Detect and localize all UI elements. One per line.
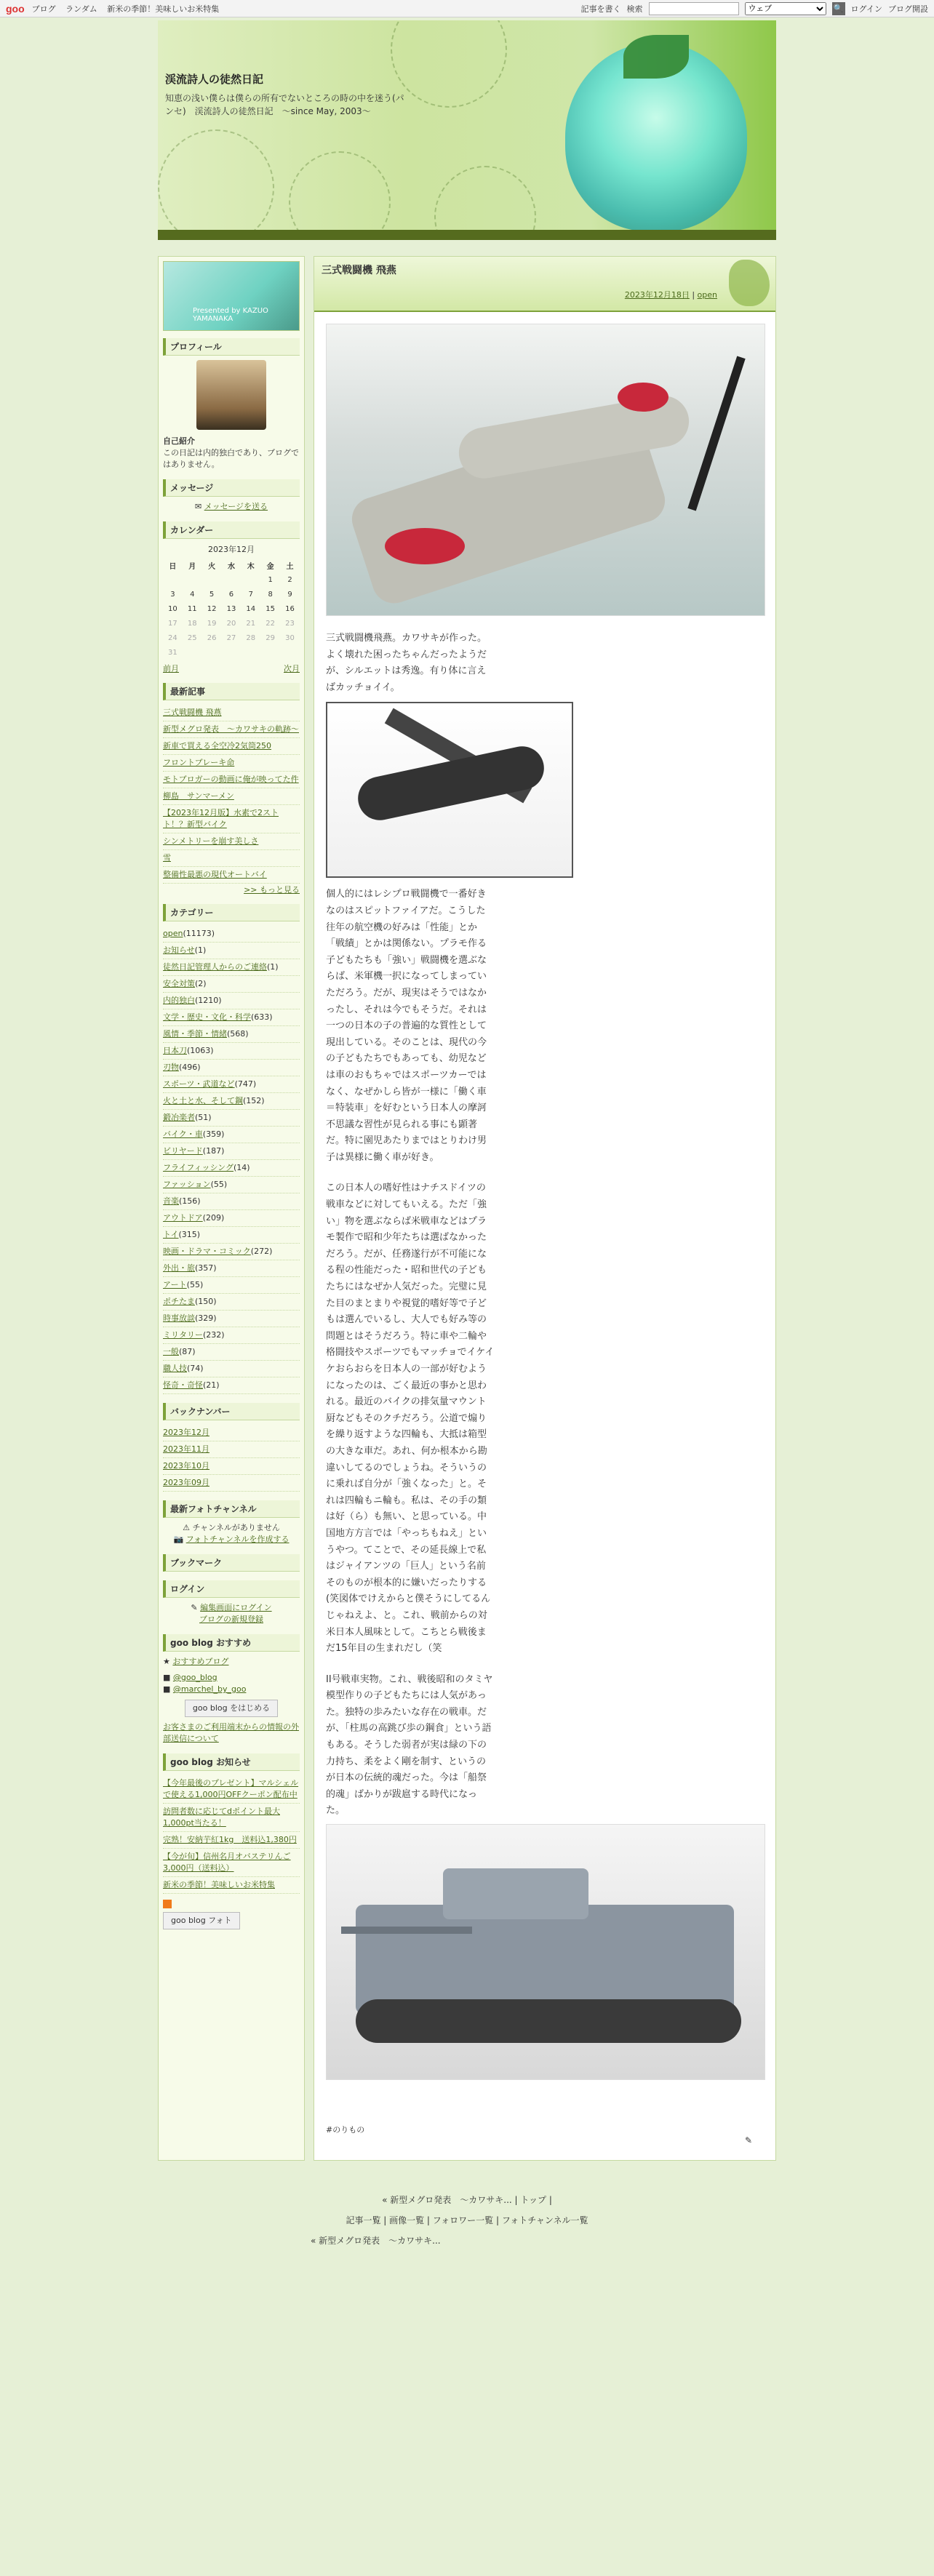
news-item-link[interactable]: 【今が旬】信州名月オバステリんご3,000円（送料込） (163, 1852, 291, 1873)
category-heading: カテゴリー (163, 904, 300, 921)
hien-fighter-museum-photo[interactable] (326, 324, 765, 616)
category-count: (1) (267, 962, 279, 972)
recent-post-item-link[interactable]: 新車で買える全空冷2気筒250 (163, 741, 271, 751)
rss-icon[interactable] (163, 1900, 172, 1908)
category-link[interactable]: 火と土と水、そして鋼 (163, 1096, 243, 1105)
category-item[interactable] (163, 1060, 300, 1076)
recent-post-item[interactable] (163, 721, 300, 738)
main-content (314, 256, 776, 2161)
recent-post-item[interactable] (163, 738, 300, 755)
backnumber-item-link[interactable]: 2023年10月 (163, 1461, 209, 1471)
category-count: (87) (179, 1347, 196, 1356)
calendar-weekday: 金 (266, 562, 274, 571)
category-item[interactable] (163, 1210, 300, 1227)
calendar-day[interactable]: 26 (207, 633, 217, 642)
category-link[interactable]: バイク・車 (163, 1129, 203, 1139)
recent-post-item[interactable] (163, 850, 300, 867)
calendar-day[interactable]: 19 (207, 619, 217, 628)
news-item[interactable] (163, 1849, 300, 1877)
category-count: (359) (202, 1129, 225, 1139)
calendar-day (202, 572, 222, 587)
category-item[interactable] (163, 1327, 300, 1344)
calendar-day (183, 645, 202, 660)
recommend-blog-link[interactable]: おすすめブログ (172, 1657, 229, 1666)
calendar-day[interactable]: 28 (246, 633, 256, 642)
category-count: (747) (234, 1079, 257, 1089)
calendar-day (163, 572, 183, 587)
category-link[interactable]: 徒然日記管理人からのご連絡 (163, 962, 267, 972)
sidebar (158, 256, 305, 2161)
header-ornament (289, 151, 391, 240)
category-item[interactable] (163, 1260, 300, 1277)
calendar-next-link[interactable]: 次月 (284, 664, 300, 673)
category-item[interactable] (163, 1244, 300, 1260)
category-count: (315) (178, 1230, 201, 1239)
search-icon[interactable]: 🔍 (832, 2, 845, 15)
category-count: (496) (179, 1063, 201, 1072)
category-link[interactable]: ファッション (163, 1180, 211, 1189)
calendar-day (183, 572, 202, 587)
category-link[interactable]: アート (163, 1280, 187, 1289)
category-item[interactable] (163, 1311, 300, 1327)
blog-title[interactable]: 渓流詩人の徒然日記 (165, 73, 264, 86)
post-meta: 2023年12月18日 | open (624, 290, 717, 300)
edit-pencil-icon[interactable]: ✎ (744, 2135, 752, 2146)
twitter-icon: ■ (163, 1673, 171, 1682)
backnumber-heading: バックナンバー (163, 1403, 300, 1420)
backnumber-item-link[interactable]: 2023年11月 (163, 1444, 209, 1454)
recent-post-item-link[interactable]: 整備性最悪の現代オートバイ (163, 870, 267, 879)
login-link[interactable]: ログイン (850, 4, 882, 14)
calendar-day[interactable]: 24 (168, 633, 177, 642)
header-ornament (158, 129, 274, 240)
category-link[interactable]: 時事放談 (163, 1313, 195, 1323)
calendar-day[interactable]: 9 (287, 590, 292, 599)
category-count: (74) (187, 1364, 204, 1373)
category-count: (1210) (195, 996, 222, 1005)
news-item[interactable] (163, 1775, 300, 1804)
profile-heading: プロフィール (163, 338, 300, 356)
category-count: (329) (195, 1313, 217, 1323)
category-link[interactable]: 鍛冶楽者 (163, 1113, 195, 1122)
news-list (163, 1775, 300, 1894)
top-right-tools (581, 2, 928, 15)
category-link[interactable]: お知らせ (163, 945, 195, 955)
search-label: 検索 (626, 4, 643, 14)
profile-box (163, 338, 300, 471)
recent-post-item-link[interactable]: 柳島 サンマーメン (163, 791, 234, 801)
header-ornament (434, 166, 536, 240)
sidebar-banner-image: Presented by KAZUO YAMANAKA (163, 261, 300, 331)
recent-post-item-link[interactable]: モトブロガーの動画に俺が映ってた件 (163, 775, 299, 784)
shaved-ice-image (565, 42, 747, 231)
calendar-day[interactable]: 23 (285, 619, 295, 628)
category-count: (568) (227, 1029, 249, 1039)
backnumber-item[interactable] (163, 1425, 300, 1441)
category-link[interactable]: スポーツ・武道など (163, 1079, 235, 1089)
post-body (314, 312, 775, 2145)
category-link[interactable]: 安全対策 (163, 979, 195, 988)
recommend-heading: goo blog おすすめ (163, 1634, 300, 1652)
pencil-icon: ✎ (191, 1603, 198, 1612)
recommend-box (163, 1634, 300, 1745)
calendar-day[interactable]: 18 (187, 619, 197, 628)
twitter-goo-blog-link[interactable]: @goo_blog (172, 1673, 217, 1682)
category-item[interactable] (163, 926, 300, 943)
category-item[interactable] (163, 1043, 300, 1060)
category-link[interactable]: 風情・季節・情緒 (163, 1029, 227, 1039)
top-nav-random[interactable]: ランダム (65, 4, 97, 14)
post-paragraph-1: 三式戦闘機飛燕。カワサキが作った。よく壊れた困ったちゃんだったようだが、シルエットは秀逸。有り体に言えばカッチョイイ。 (326, 633, 487, 693)
category-link[interactable]: 外出・旅 (163, 1263, 195, 1273)
goo-blog-photo-button[interactable]: goo blog フォト (163, 1912, 240, 1929)
recent-post-item[interactable] (163, 705, 300, 721)
blog-description: 知恵の浅い僕らは僕らの所有でないところの時の中を迷う(パンセ) 渓流詩人の徒然日記 ～since May, 2003～ (165, 93, 404, 116)
category-item[interactable] (163, 1160, 300, 1177)
recent-post-item-link[interactable]: 新型メグロ発表 ～カワサキの軌跡～ (163, 724, 299, 734)
category-item[interactable] (163, 959, 300, 976)
category-count: (51) (195, 1113, 212, 1122)
recent-post-item[interactable] (163, 755, 300, 772)
recent-posts-heading: 最新記事 (163, 683, 300, 700)
post-paragraph-3: この日本人の嗜好性はナチスドイツの戦車などに対してもいえる。ただ「強い」物を選ぶならば米戦車などはプラモ製作で昭和少年たちは選ばなかっただろう。だが、任務遂行が不可能になる程の性能だった・昭和世代の子どもたちにはなぜか人気だった。完璧に見た目のまとまりや視覚的嗜好等で子どもは選んでいるし、大人でも好み等の問題とはそうだろう。特に車や二輪や格闘技やスポーツでもマッチョでイケイケおらおらを日本人の一部が好むようになったのは、ごく最近の事かと思われる。最近のバイクの排気量マウント厨などもそのクチだろう。公道で煽りを繰り返すような四輪も、大抵は箱型の大きな車だ。あれ、何か根本から勘違いしてるのでしょうね。そういうのに乗れば自分が「強くなった」と。それは四輪もニ輪も。私は、その手の類は好（ら）も無い、と思っている。中国地方方言では「やっちもねえ」というやつ。てことで、その延長線上で私はジャイアンツの「巨人」という名前そのものが根本的に嫌いだったりする(笑図体でけえからと僕そうにしてるんじゃねえよ、と。これ、戦前からの対米日本人風味として。こちとら戦後まだ15年目の生まれだし（笑 (326, 1183, 495, 1655)
category-link[interactable]: 刃物 (163, 1063, 179, 1072)
edit-login-link[interactable]: 編集画面にログイン (200, 1603, 272, 1612)
recent-post-item[interactable] (163, 788, 300, 805)
category-count: (357) (195, 1263, 217, 1273)
create-photo-channel-link[interactable]: フォトチャンネルを作成する (185, 1535, 290, 1544)
calendar-day[interactable]: 25 (187, 633, 197, 642)
photo-channel-empty: チャンネルがありません (192, 1523, 280, 1532)
category-count: (21) (203, 1380, 220, 1390)
category-link[interactable]: ビリヤード (163, 1146, 203, 1156)
warning-icon: ⚠ (183, 1523, 191, 1532)
category-link[interactable]: 映画・ドラマ・コミック (163, 1247, 251, 1256)
category-item[interactable] (163, 1294, 300, 1311)
footer-prev-post[interactable]: « 新型メグロ発表 ～カワサキ... (311, 2236, 441, 2247)
category-count: (14) (233, 1163, 250, 1172)
category-item[interactable] (163, 1177, 300, 1193)
category-count: (272) (250, 1247, 273, 1256)
bookmark-box (163, 1554, 300, 1572)
category-item[interactable] (163, 1143, 300, 1160)
calendar-weekday: 水 (227, 562, 235, 571)
news-box (163, 1753, 300, 1929)
recent-post-item-link[interactable]: 三式戦闘機 飛燕 (163, 708, 222, 717)
profile-intro: この日記は内的独白であり、ブログではありません。 (163, 448, 299, 469)
category-count: (156) (179, 1196, 201, 1206)
category-count: (1063) (187, 1046, 214, 1055)
calendar-weekday: 日 (169, 562, 177, 571)
recent-post-item-link[interactable]: フロントブレーキ命 (163, 758, 235, 767)
message-heading: メッセージ (163, 479, 300, 497)
recent-post-item[interactable] (163, 833, 300, 850)
calendar-box (163, 521, 300, 674)
category-count: (55) (210, 1180, 228, 1189)
category-count: (633) (251, 1012, 273, 1022)
calendar-day[interactable]: 10 (168, 604, 177, 613)
backnumber-item[interactable] (163, 1475, 300, 1492)
message-icon: ✉ (194, 502, 202, 511)
calendar-day[interactable]: 3 (170, 590, 175, 599)
category-count: (150) (195, 1297, 217, 1306)
message-box (163, 479, 300, 513)
backnumber-item[interactable] (163, 1458, 300, 1475)
recent-post-item-link[interactable]: シンメトリーを崩す美しさ (163, 836, 259, 846)
news-item[interactable] (163, 1804, 300, 1832)
calendar-day[interactable]: 27 (226, 633, 236, 642)
top-bar (0, 0, 934, 17)
category-item[interactable] (163, 1277, 300, 1294)
backnumber-item-link[interactable]: 2023年12月 (163, 1428, 209, 1437)
category-link[interactable]: ポチたま (163, 1297, 195, 1306)
panzer-tank-photo[interactable] (326, 1824, 765, 2080)
calendar-day[interactable]: 30 (285, 633, 295, 642)
category-link[interactable]: フライフィッシング (163, 1163, 234, 1172)
photo-channel-heading: 最新フォトチャンネル (163, 1500, 300, 1518)
category-count: (187) (202, 1146, 225, 1156)
login-box (163, 1580, 300, 1625)
twitter-marchel-link[interactable]: @marchel_by_goo (172, 1684, 247, 1694)
backnumber-item[interactable] (163, 1441, 300, 1458)
calendar-day[interactable]: 4 (190, 590, 195, 599)
login-heading: ログイン (163, 1580, 300, 1598)
category-link[interactable]: 内的独白 (163, 996, 195, 1005)
calendar-month: 2023年12月 (208, 545, 255, 554)
category-count: (1) (194, 945, 207, 955)
news-item[interactable] (163, 1877, 300, 1894)
recent-post-item[interactable] (163, 772, 300, 788)
goo-logo[interactable]: goo (6, 2, 25, 15)
calendar-day (222, 645, 242, 660)
category-item[interactable] (163, 943, 300, 959)
category-link[interactable]: 日本刀 (163, 1046, 187, 1055)
calendar-weekday: 土 (286, 562, 294, 571)
calendar-day (260, 645, 280, 660)
calendar-weekday: 火 (208, 562, 216, 571)
search-scope-select[interactable] (745, 2, 826, 15)
category-link[interactable]: open (163, 929, 183, 938)
external-transmission-notice-link[interactable]: お客さまのご利用端末からの情報の外部送信について (163, 1722, 299, 1743)
write-post-link[interactable]: 記事を書く (580, 4, 621, 14)
calendar-weekday: 木 (247, 562, 255, 571)
category-link[interactable]: 文学・歴史・文化・科学 (163, 1012, 251, 1022)
calendar-day (280, 645, 300, 660)
calendar-day[interactable]: 21 (246, 619, 256, 628)
post-title[interactable]: 三式戦闘機 飛燕 (322, 265, 396, 276)
recent-post-item-link[interactable]: 雪 (163, 853, 171, 863)
recent-more-link[interactable]: >> もっと見る (244, 885, 300, 895)
bookmark-heading: ブックマーク (163, 1554, 300, 1572)
category-item[interactable] (163, 1361, 300, 1377)
blog-signup-link[interactable]: ブログの新規登録 (199, 1615, 263, 1624)
backnumber-list (163, 1425, 300, 1492)
calendar-day[interactable]: 14 (246, 604, 256, 613)
category-count: (209) (202, 1213, 225, 1223)
category-count: (11173) (183, 929, 215, 938)
post-paragraph-4: II号戦車実物。これ、戦後昭和のタミヤ模型作りの子どもたちには人気があった。独特の歩みたいな存在の戦車。だが、「柱馬の高跳び歩の鋼食」という語もある。そうした弱者が実は緑の下の力持ち、柔をよく剛を制す、というのが日本の伝統的魂だった。今は「船祭的魂」ばかりが跋扈する時代になった。 (326, 1673, 493, 1817)
calendar-day[interactable]: 6 (228, 590, 234, 599)
footer-lists[interactable]: 記事一覧 | 画像一覧 | フォロワー一覧 | フォトチャンネル一覧 (346, 2215, 588, 2226)
calendar-day[interactable]: 5 (209, 590, 215, 599)
backnumber-item-link[interactable]: 2023年09月 (163, 1478, 209, 1487)
top-nav-rice-feature[interactable]: 新米の季節！美味しいお米特集 (107, 4, 220, 14)
profile-intro-label: 自己紹介 (163, 436, 195, 446)
recent-post-item-link[interactable]: 【2023年12月版】水素で2ストト！？新型バイク (163, 808, 279, 829)
category-item[interactable] (163, 976, 300, 993)
calendar-day[interactable]: 2 (287, 575, 292, 584)
top-nav-blog[interactable]: ブログ (31, 4, 56, 14)
category-link[interactable]: 職人技 (163, 1364, 187, 1373)
category-list (163, 926, 300, 1394)
category-item[interactable] (163, 1344, 300, 1361)
category-item[interactable] (163, 1193, 300, 1210)
recent-posts-box (163, 683, 300, 895)
calendar-day[interactable]: 8 (268, 590, 273, 599)
calendar-day[interactable]: 31 (168, 648, 177, 657)
category-item[interactable] (163, 1076, 300, 1093)
top-nav (32, 3, 227, 15)
calendar-table (163, 558, 300, 660)
recent-post-item[interactable] (163, 805, 300, 833)
calendar-day[interactable]: 7 (248, 590, 253, 599)
news-item-link[interactable]: 新米の季節！美味しいお米特集 (163, 1880, 275, 1889)
category-count: (232) (203, 1330, 225, 1340)
photo-channel-box (163, 1500, 300, 1545)
news-item-link[interactable]: 訪問者数に応じてdポイント最大1,000pt当たる！ (163, 1807, 280, 1828)
calendar-heading: カレンダー (163, 521, 300, 539)
send-message-link[interactable]: メッセージを送る (204, 502, 268, 511)
blog-post (314, 256, 776, 2161)
camera-icon: 📷 (173, 1535, 184, 1544)
recent-posts-list (163, 705, 300, 884)
post-tag[interactable]: #のりもの (326, 2125, 365, 2135)
calendar-day[interactable]: 29 (266, 633, 275, 642)
calendar-day[interactable]: 20 (226, 619, 236, 628)
category-item[interactable] (163, 1227, 300, 1244)
category-count: (152) (243, 1096, 265, 1105)
category-link[interactable]: 音楽 (163, 1196, 179, 1206)
search-input[interactable] (649, 2, 739, 15)
category-count: (2) (195, 979, 207, 988)
category-link[interactable]: 怪奇・奇怪 (163, 1380, 203, 1390)
category-item[interactable] (163, 1093, 300, 1110)
start-goo-blog-button[interactable]: goo blog をはじめる (185, 1700, 278, 1717)
recent-post-item[interactable] (163, 867, 300, 884)
category-link[interactable]: トイ (163, 1230, 179, 1239)
blog-open-link[interactable]: ブログ開設 (888, 4, 928, 14)
bulb-icon: ★ (163, 1657, 170, 1666)
calendar-day[interactable]: 1 (268, 575, 273, 584)
profile-avatar (196, 360, 266, 430)
category-item[interactable] (163, 1127, 300, 1143)
post-category-link[interactable]: open (697, 290, 717, 300)
calendar-weekday: 月 (188, 562, 196, 571)
calendar-day[interactable]: 17 (168, 619, 177, 628)
backnumber-box (163, 1403, 300, 1492)
calendar-day[interactable]: 22 (266, 619, 275, 628)
calendar-day (241, 645, 260, 660)
category-item[interactable] (163, 1377, 300, 1394)
footer-nav-prev[interactable]: « 新型メグロ発表 ～カワサキ... | トップ | (382, 2195, 552, 2206)
category-item[interactable] (163, 1026, 300, 1043)
twitter-icon: ■ (163, 1684, 171, 1694)
category-item[interactable] (163, 1110, 300, 1127)
blog-header (158, 20, 776, 240)
category-link[interactable]: アウトドア (163, 1213, 203, 1223)
calendar-day[interactable]: 11 (187, 604, 197, 613)
category-count: (55) (186, 1280, 204, 1289)
calendar-day[interactable]: 16 (285, 604, 295, 613)
calendar-day[interactable]: 15 (266, 604, 275, 613)
footer (158, 2190, 776, 2251)
calendar-day (202, 645, 222, 660)
post-header (314, 257, 775, 312)
category-item[interactable] (163, 993, 300, 1009)
news-item-link[interactable]: 完熟！安納芋紅1kg 送料込1,380円 (163, 1835, 297, 1844)
calendar-day[interactable]: 12 (207, 604, 217, 613)
category-link[interactable]: ミリタリー (163, 1330, 203, 1340)
category-link[interactable]: 一般 (163, 1347, 179, 1356)
category-item[interactable] (163, 1009, 300, 1026)
calendar-prev-link[interactable]: 前月 (163, 664, 179, 673)
news-item-link[interactable]: 【今年最後のプレゼント】マルシェルで使える1,000円OFFクーポン配布中 (163, 1778, 299, 1799)
category-box (163, 904, 300, 1394)
calendar-day (241, 572, 260, 587)
calendar-day[interactable]: 13 (226, 604, 236, 613)
post-paragraph-2: 個人的にはレシプロ戦闘機で一番好きなのはスピットファイアだ。こうした往年の航空機の好みは「性能」とか「戦績」とかは関係ない。プラモ作る子どもたちも「強い」戦闘機を選ぶならば、米軍機一択になってしまっていただろう。だが、現実はそうではなかったし、それは今でもそうだ。それは一つの日本の子の普遍的な質性として現出している。そのことは、現代の今の子どもたちでもあっても、幼児などは車のおもちゃではスポーツカーではなく、なぜかしら皆が一様に「働く車＝特装車」を好むという日本人の摩訶不思議な習性が見られる事にも顕著だ。特に園児あたりまではとりわけ男子は異様に働く車が好き。 (326, 889, 487, 1163)
calendar-day (222, 572, 242, 587)
post-date-link[interactable]: 2023年12月18日 (624, 290, 690, 300)
hien-fighter-archive-photo[interactable] (326, 702, 573, 878)
news-item[interactable] (163, 1832, 300, 1849)
news-heading: goo blog お知らせ (163, 1753, 300, 1771)
